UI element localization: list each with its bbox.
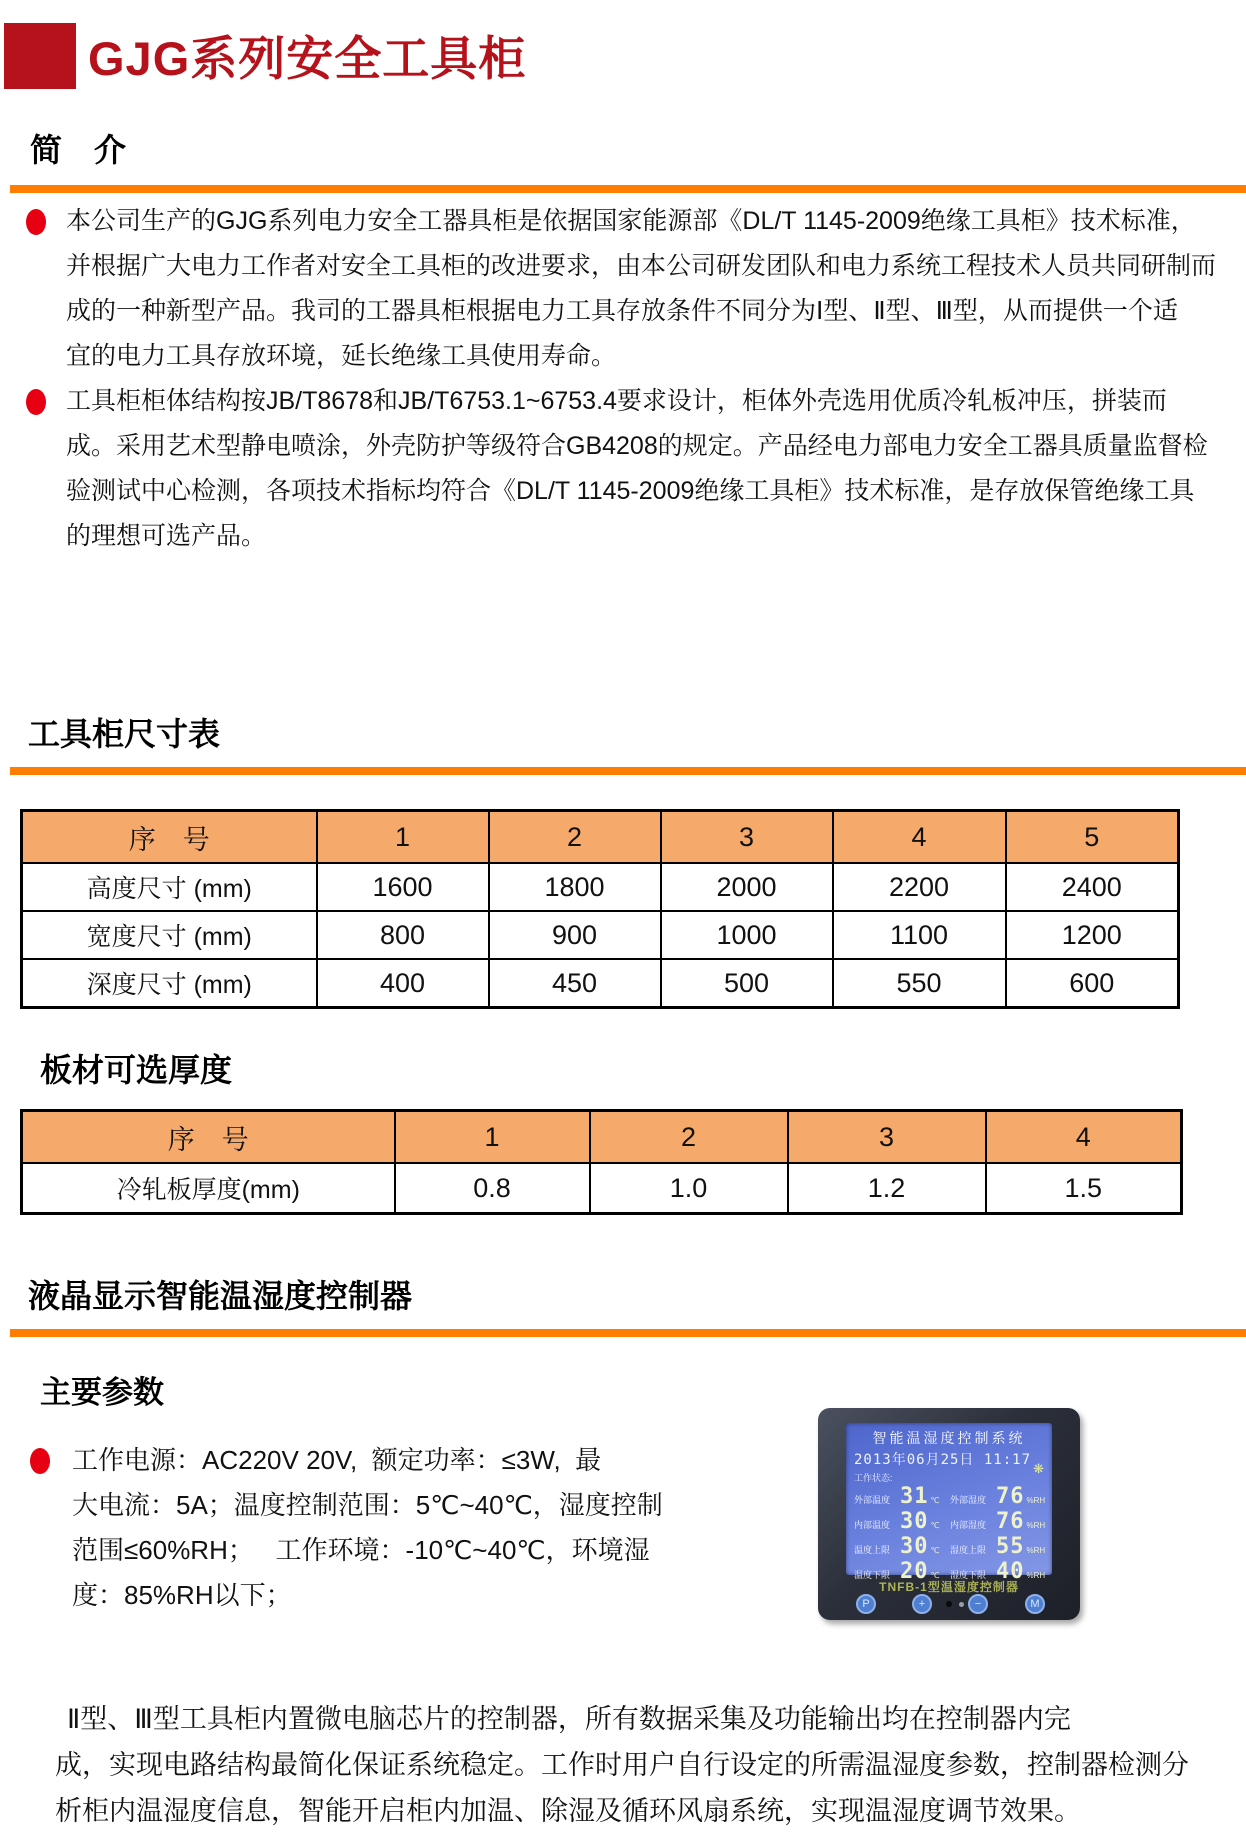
device-button-minus: −	[968, 1594, 988, 1614]
device-button-p: P	[856, 1594, 876, 1614]
paragraph-line: 成。采用艺术型静电喷涂，外壳防护等级符合GB4208的规定。产品经电力部电力安全工器具质量监督检	[66, 432, 1208, 460]
reading-label: 外部温度	[854, 1495, 891, 1505]
intro-bullet-1-text	[66, 199, 1216, 379]
lcd-title: 智能温湿度控制系统	[872, 1430, 1026, 1446]
humidity-reading	[950, 1509, 1046, 1534]
paragraph-line: 本公司生产的GJG系列电力安全工器具柜是依据国家能源部《DL/T 1145-2009绝缘工具柜》技术标准，	[66, 207, 1196, 235]
device-button-m: M	[1025, 1594, 1045, 1614]
thickness-table-header-row	[22, 1111, 1182, 1164]
column-header: 4	[986, 1111, 1182, 1164]
row-label: 冷轧板厚度(mm)	[22, 1163, 395, 1214]
reading-unit: ℃	[930, 1571, 940, 1580]
column-header: 5	[1006, 811, 1179, 864]
reading-value: 31	[900, 1484, 929, 1509]
size-table-heading: 工具柜尺寸表	[28, 716, 221, 752]
led-indicator-icon	[959, 1602, 964, 1607]
table-row	[22, 911, 1179, 959]
brand-logo-square	[4, 23, 76, 89]
section-divider	[10, 1329, 1246, 1337]
table-row	[22, 959, 1179, 1008]
page-header	[0, 0, 1246, 89]
bullet-icon	[26, 389, 46, 415]
cell-value: 900	[489, 911, 661, 959]
thickness-table	[20, 1109, 1183, 1215]
device-model-label: TNFB-1型温湿度控制器	[879, 1580, 1019, 1594]
reading-label: 温度上限	[854, 1545, 891, 1555]
column-header: 1	[395, 1111, 590, 1164]
temp-reading	[854, 1534, 950, 1559]
cell-value: 500	[661, 959, 833, 1008]
cell-value: 1800	[489, 863, 661, 911]
reading-unit: %RH	[1026, 1571, 1046, 1580]
paragraph-line: 析柜内温湿度信息，智能开启柜内加温、除湿及循环风扇系统，实现温湿度调节效果。	[55, 1796, 1081, 1826]
reading-unit: %RH	[1026, 1546, 1046, 1555]
bullet-icon	[30, 1448, 50, 1474]
reading-value: 76	[996, 1484, 1025, 1509]
cell-value: 2000	[661, 863, 833, 911]
column-header: 1	[317, 811, 489, 864]
cell-value: 1200	[1006, 911, 1179, 959]
reading-label: 内部湿度	[950, 1520, 987, 1530]
column-header: 序 号	[22, 1111, 395, 1164]
params-heading: 主要参数	[40, 1375, 164, 1410]
row-label: 高度尺寸 (mm)	[22, 863, 317, 911]
cell-value: 550	[833, 959, 1006, 1008]
column-header: 2	[590, 1111, 788, 1164]
reading-label: 温度下限	[854, 1570, 891, 1580]
lcd-reading-row	[846, 1509, 1052, 1534]
cell-value: 0.8	[395, 1163, 590, 1214]
reading-unit: ℃	[930, 1521, 940, 1530]
device-buttons	[818, 1594, 1080, 1618]
controller-photo	[818, 1408, 1080, 1620]
reading-unit: %RH	[1026, 1521, 1046, 1530]
cell-value: 600	[1006, 959, 1179, 1008]
lcd-reading-row	[846, 1484, 1052, 1509]
paragraph-line: 大电流：5A；温度控制范围：5℃~40℃，湿度控制	[72, 1490, 663, 1520]
table-row	[22, 863, 1179, 911]
reading-value: 55	[996, 1534, 1025, 1559]
size-table	[20, 809, 1180, 1009]
reading-value: 76	[996, 1509, 1025, 1534]
cell-value: 1.2	[788, 1163, 986, 1214]
reading-unit: ℃	[930, 1546, 940, 1555]
paragraph-line: 工作电源：AC220V 20V, 额定功率：≤3W, 最	[72, 1445, 602, 1475]
cell-value: 2200	[833, 863, 1006, 911]
intro-heading: 简 介	[30, 132, 127, 168]
cell-value: 1100	[833, 911, 1006, 959]
reading-label: 内部温度	[854, 1520, 891, 1530]
reading-value: 30	[900, 1534, 929, 1559]
humidity-reading	[950, 1534, 1046, 1559]
lcd-status-label: 工作状态:	[854, 1473, 893, 1483]
paragraph-line: 工具柜柜体结构按JB/T8678和JB/T6753.1~6753.4要求设计，柜体外壳选用优质冷轧板冲压，拼装而	[66, 387, 1167, 415]
intro-bullet-2	[0, 379, 1246, 559]
reading-label: 外部湿度	[950, 1495, 987, 1505]
intro-bullet-1	[0, 199, 1246, 379]
row-label: 深度尺寸 (mm)	[22, 959, 317, 1008]
temp-reading	[854, 1484, 950, 1509]
cell-value: 800	[317, 911, 489, 959]
column-header: 3	[788, 1111, 986, 1164]
temp-reading	[854, 1509, 950, 1534]
reading-value: 20	[900, 1559, 929, 1584]
paragraph-line: 成的一种新型产品。我司的工器具柜根据电力工具存放条件不同分为Ⅰ型、Ⅱ型、Ⅲ型，从而提供一个适	[66, 297, 1178, 325]
paragraph-line: 宜的电力工具存放环境，延长绝缘工具使用寿命。	[66, 342, 617, 370]
reading-label: 湿度上限	[950, 1545, 987, 1555]
page-title: GJG系列安全工具柜	[88, 32, 527, 85]
paragraph-line: 范围≤60%RH； 工作环境：-10℃~40℃，环境湿	[72, 1535, 650, 1565]
reading-unit: ℃	[930, 1496, 940, 1505]
paragraph-line: 度：85%RH以下；	[72, 1580, 292, 1610]
fan-icon: ❋	[1033, 1461, 1044, 1476]
reading-value: 30	[900, 1509, 929, 1534]
table-row	[22, 1163, 1182, 1214]
cell-value: 2400	[1006, 863, 1179, 911]
section-divider	[10, 185, 1246, 193]
reading-unit: %RH	[1026, 1496, 1046, 1505]
lcd-reading-row	[846, 1534, 1052, 1559]
column-header: 2	[489, 811, 661, 864]
params-section	[0, 1412, 1246, 1626]
cell-value: 1600	[317, 863, 489, 911]
paragraph-line: 并根据广大电力工作者对安全工具柜的改进要求，由本公司研发团队和电力系统工程技术人员共同研制而	[66, 252, 1217, 280]
device-button-plus: +	[912, 1594, 932, 1614]
led-indicator-icon	[946, 1601, 952, 1607]
reading-label: 湿度下限	[950, 1570, 987, 1580]
section-divider	[10, 767, 1246, 775]
cell-value: 450	[489, 959, 661, 1008]
column-header: 4	[833, 811, 1006, 864]
intro-bullet-2-text	[66, 379, 1208, 559]
thickness-heading: 板材可选厚度	[40, 1052, 233, 1088]
paragraph-line: Ⅱ型、Ⅲ型工具柜内置微电脑芯片的控制器，所有数据采集及功能输出均在控制器内完	[67, 1704, 1071, 1734]
size-table-header-row	[22, 811, 1179, 864]
paragraph-line: 成，实现电路结构最简化保证系统稳定。工作时用户自行设定的所需温湿度参数，控制器检测分	[55, 1750, 1189, 1780]
params-text	[72, 1438, 663, 1618]
cell-value: 1000	[661, 911, 833, 959]
intro-bullets	[0, 199, 1246, 559]
lcd-screen	[846, 1423, 1052, 1584]
cell-value: 1.0	[590, 1163, 788, 1214]
paragraph-line: 验测试中心检测，各项技术指标均符合《DL/T 1145-2009绝缘工具柜》技术标准，是存放保管绝缘工具	[66, 477, 1195, 505]
cell-value: 1.5	[986, 1163, 1182, 1214]
reading-value: 40	[996, 1559, 1025, 1584]
footer-paragraph	[55, 1696, 1246, 1834]
humidity-reading	[950, 1484, 1046, 1509]
row-label: 宽度尺寸 (mm)	[22, 911, 317, 959]
paragraph-line: 的理想可选产品。	[66, 522, 267, 550]
column-header: 3	[661, 811, 833, 864]
controller-heading: 液晶显示智能温湿度控制器	[28, 1278, 413, 1314]
lcd-datetime: 2013年06月25日 11:17	[854, 1452, 1032, 1468]
column-header: 序 号	[22, 811, 317, 864]
cell-value: 400	[317, 959, 489, 1008]
bullet-icon	[26, 209, 46, 235]
